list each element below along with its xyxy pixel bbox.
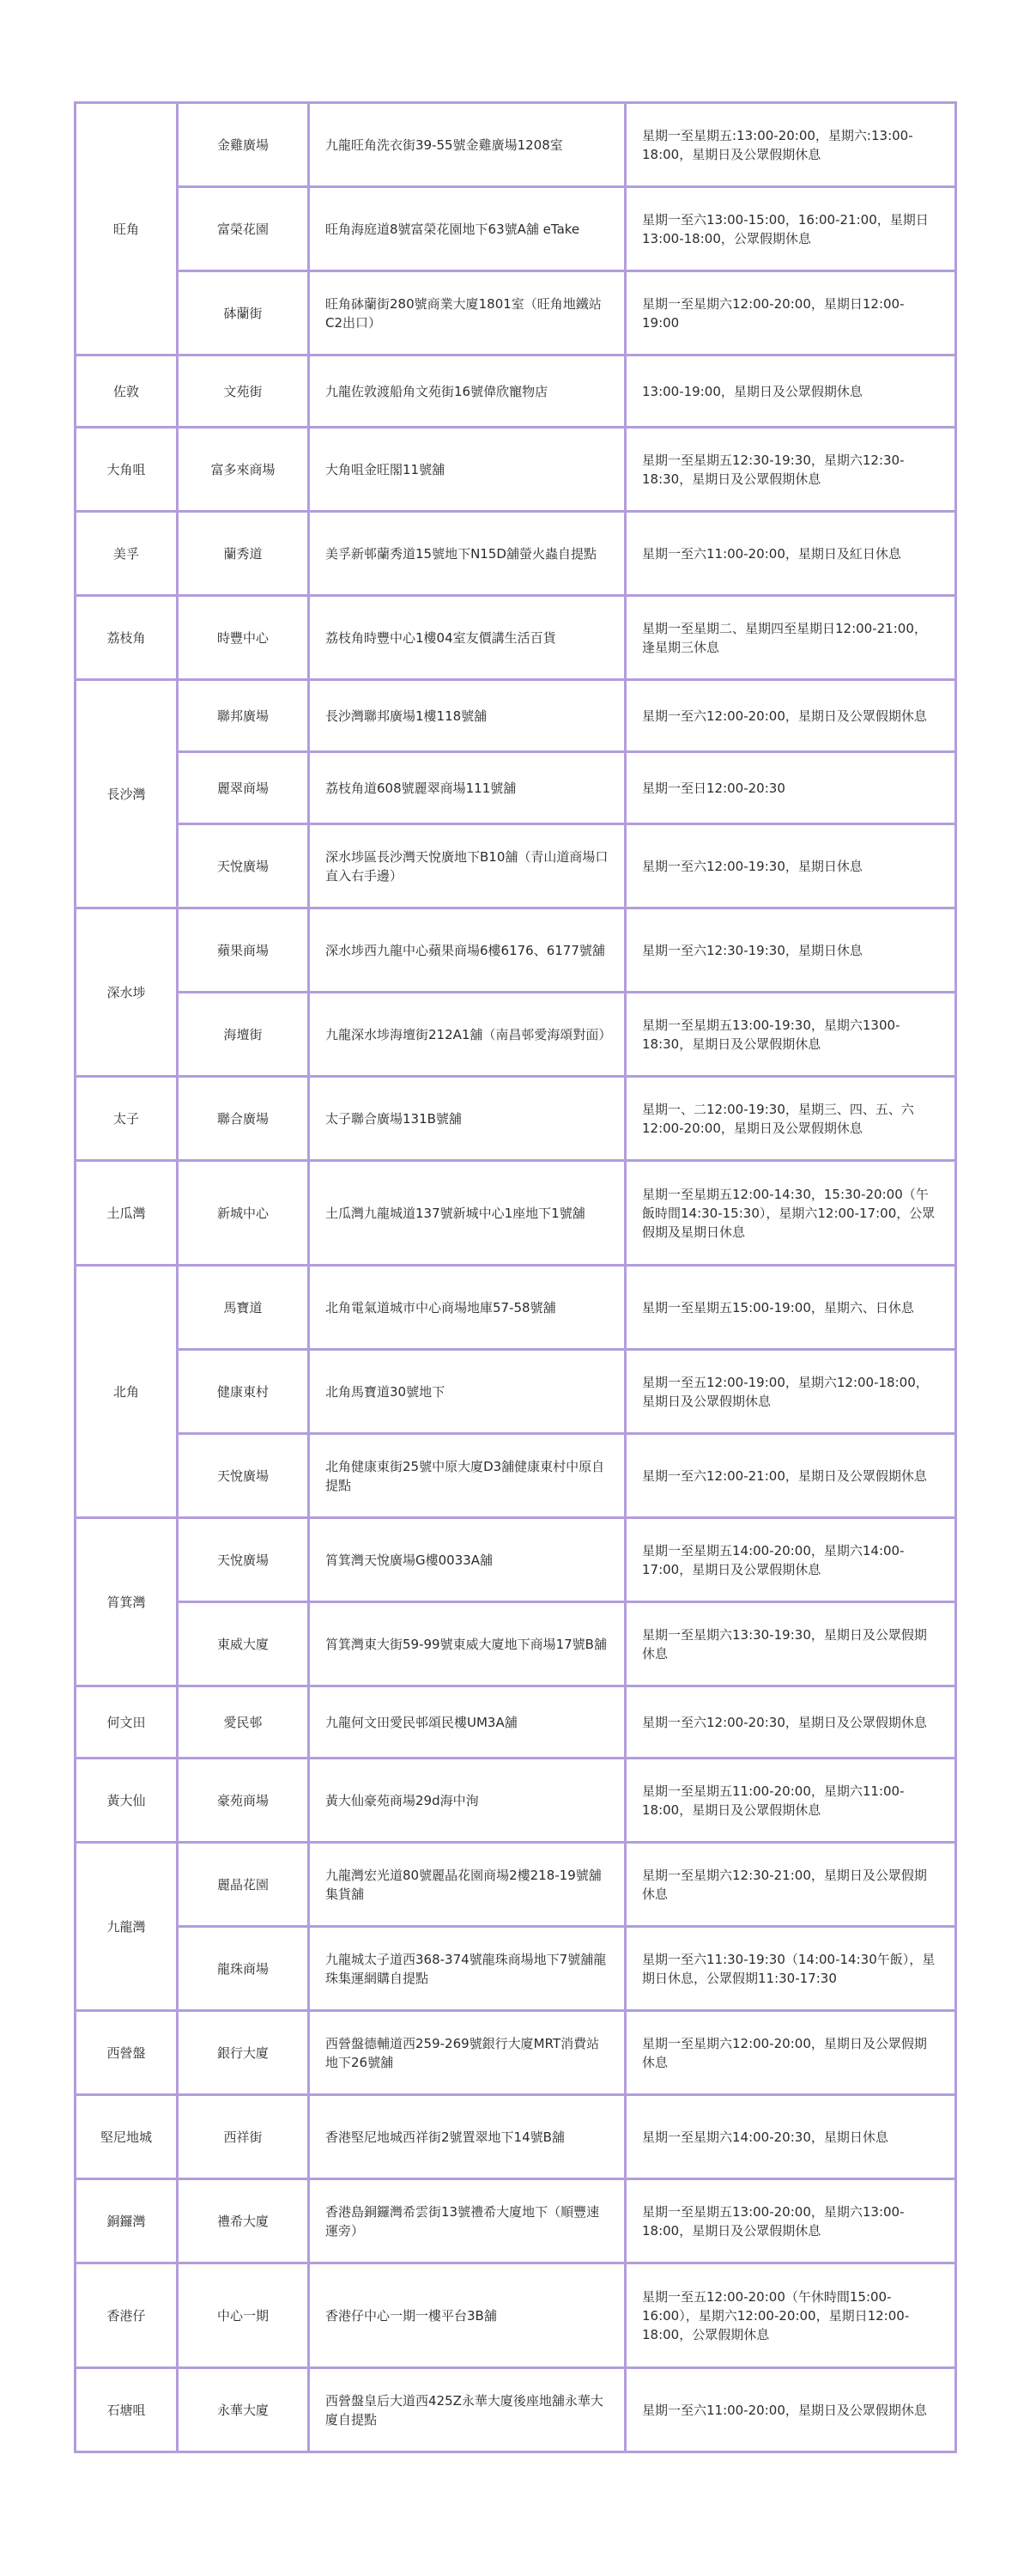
area-cell: 筲箕灣	[76, 1518, 178, 1686]
address-cell: 香港堅尼地城西祥街2號置翠地下14號B舖	[309, 2095, 626, 2179]
mall-cell: 天悅廣場	[178, 824, 309, 908]
table-row	[76, 1077, 956, 1161]
area-cell: 美孚	[76, 512, 178, 596]
address-cell: 筲箕灣天悅廣場G樓0033A舖	[309, 1518, 626, 1602]
address-cell: 大角咀金旺閣11號舖	[309, 428, 626, 512]
table-row	[76, 2095, 956, 2179]
hours-cell: 星期一至六13:00-15:00，16:00-21:00，星期日13:00-18:00，公眾假期休息	[626, 187, 956, 271]
table-row	[76, 596, 956, 680]
table-row	[76, 271, 956, 355]
area-cell: 土瓜灣	[76, 1161, 178, 1266]
address-cell: 西營盤皇后大道西425Z永華大廈後座地舖永華大廈自提點	[309, 2368, 626, 2452]
mall-cell: 蘭秀道	[178, 512, 309, 596]
area-cell: 黃大仙	[76, 1759, 178, 1843]
hours-cell: 星期一至星期六13:30-19:30，星期日及公眾假期休息	[626, 1602, 956, 1686]
mall-cell: 海壇街	[178, 993, 309, 1077]
area-cell: 銅鑼灣	[76, 2179, 178, 2263]
address-cell: 深水埗區長沙灣天悅廣地下B10舖（青山道商場口直入右手邊）	[309, 824, 626, 908]
address-cell: 北角電氣道城市中心商場地庫57-58號舖	[309, 1266, 626, 1350]
hours-cell: 星期一至星期六12:30-21:00，星期日及公眾假期休息	[626, 1843, 956, 1927]
mall-cell: 龍珠商場	[178, 1927, 309, 2011]
mall-cell: 愛民邨	[178, 1686, 309, 1759]
area-cell: 香港仔	[76, 2263, 178, 2368]
area-cell: 大角咀	[76, 428, 178, 512]
mall-cell: 健康東村	[178, 1350, 309, 1434]
address-cell: 香港島銅鑼灣希雲街13號禮希大廈地下（順豐速運旁）	[309, 2179, 626, 2263]
hours-cell: 星期一、二12:00-19:30，星期三、四、五、六12:00-20:00，星期日及公眾假期休息	[626, 1077, 956, 1161]
hours-cell: 星期一至星期五12:00-14:30，15:30-20:00（午飯時間14:30-15:30），星期六12:00-17:00，公眾假期及星期日休息	[626, 1161, 956, 1266]
address-cell: 九龍佐敦渡船角文苑街16號偉欣寵物店	[309, 355, 626, 428]
address-cell: 九龍灣宏光道80號麗晶花園商場2樓218-19號舖集貨舖	[309, 1843, 626, 1927]
area-cell: 佐敦	[76, 355, 178, 428]
address-cell: 黃大仙豪苑商場29d海中洵	[309, 1759, 626, 1843]
hours-cell: 13:00-19:00，星期日及公眾假期休息	[626, 355, 956, 428]
mall-cell: 銀行大廈	[178, 2011, 309, 2095]
hours-cell: 星期一至星期五13:00-20:00，星期六13:00-18:00，星期日及公眾假期休息	[626, 2179, 956, 2263]
table-row	[76, 1266, 956, 1350]
hours-cell: 星期一至星期六12:00-20:00，星期日12:00-19:00	[626, 271, 956, 355]
address-cell: 旺角砵蘭街280號商業大廈1801室（旺角地鐵站C2出口）	[309, 271, 626, 355]
address-cell: 北角健康東街25號中原大廈D3舖健康東村中原自提點	[309, 1434, 626, 1518]
mall-cell: 永華大廈	[178, 2368, 309, 2452]
table-row	[76, 1350, 956, 1434]
table-row	[76, 1602, 956, 1686]
mall-cell: 蘋果商場	[178, 908, 309, 993]
table-row	[76, 428, 956, 512]
address-cell: 北角馬寶道30號地下	[309, 1350, 626, 1434]
area-cell: 九龍灣	[76, 1843, 178, 2011]
hours-cell: 星期一至星期五11:00-20:00，星期六11:00-18:00，星期日及公眾假期休息	[626, 1759, 956, 1843]
hours-cell: 星期一至星期五14:00-20:00，星期六14:00-17:00，星期日及公眾假期休息	[626, 1518, 956, 1602]
hours-cell: 星期一至星期五15:00-19:00，星期六、日休息	[626, 1266, 956, 1350]
table-row	[76, 1927, 956, 2011]
address-cell: 九龍深水埗海壇街212A1舖（南昌邨愛海頌對面）	[309, 993, 626, 1077]
area-cell: 旺角	[76, 103, 178, 355]
hours-cell: 星期一至星期六12:00-20:00，星期日及公眾假期休息	[626, 2011, 956, 2095]
table-row	[76, 2368, 956, 2452]
hours-cell: 星期一至六12:30-19:30，星期日休息	[626, 908, 956, 993]
address-cell: 九龍何文田愛民邨頌民樓UM3A舖	[309, 1686, 626, 1759]
table-row	[76, 1843, 956, 1927]
mall-cell: 文苑街	[178, 355, 309, 428]
address-cell: 西營盤德輔道西259-269號銀行大廈MRT消費站地下26號舖	[309, 2011, 626, 2095]
mall-cell: 聯合廣場	[178, 1077, 309, 1161]
table-row	[76, 993, 956, 1077]
area-cell: 北角	[76, 1266, 178, 1518]
table-row	[76, 1161, 956, 1266]
area-cell: 太子	[76, 1077, 178, 1161]
mall-cell: 砵蘭街	[178, 271, 309, 355]
hours-cell: 星期一至五12:00-19:00，星期六12:00-18:00，星期日及公眾假期休息	[626, 1350, 956, 1434]
table-row	[76, 1759, 956, 1843]
mall-cell: 天悅廣場	[178, 1518, 309, 1602]
address-cell: 九龍旺角洗衣街39-55號金雞廣場1208室	[309, 103, 626, 187]
hours-cell: 星期一至五12:00-20:00（午休時間15:00-16:00），星期六12:00-20:00，星期日12:00-18:00，公眾假期休息	[626, 2263, 956, 2368]
address-cell: 九龍城太子道西368-374號龍珠商場地下7號舖龍珠集運網購自提點	[309, 1927, 626, 2011]
table-row	[76, 908, 956, 993]
mall-cell: 天悅廣場	[178, 1434, 309, 1518]
hours-cell: 星期一至星期五13:00-19:30，星期六1300-18:30，星期日及公眾假期休息	[626, 993, 956, 1077]
hours-cell: 星期一至星期五:13:00-20:00，星期六:13:00-18:00，星期日及公眾假期休息	[626, 103, 956, 187]
address-cell: 太子聯合廣場131B號舖	[309, 1077, 626, 1161]
mall-cell: 富多來商場	[178, 428, 309, 512]
table-row	[76, 1518, 956, 1602]
area-cell: 石塘咀	[76, 2368, 178, 2452]
hours-cell: 星期一至六11:00-20:00，星期日及公眾假期休息	[626, 2368, 956, 2452]
hours-cell: 星期一至星期二、星期四至星期日12:00-21:00，逢星期三休息	[626, 596, 956, 680]
mall-cell: 東威大廈	[178, 1602, 309, 1686]
address-cell: 長沙灣聯邦廣場1樓118號舖	[309, 680, 626, 752]
hours-cell: 星期一至六12:00-21:00，星期日及公眾假期休息	[626, 1434, 956, 1518]
mall-cell: 禮希大廈	[178, 2179, 309, 2263]
table-row	[76, 1434, 956, 1518]
table-row	[76, 2179, 956, 2263]
address-cell: 旺角海庭道8號富榮花園地下63號A舖 eTake	[309, 187, 626, 271]
address-cell: 深水埗西九龍中心蘋果商場6樓6176、6177號舖	[309, 908, 626, 993]
table-row	[76, 824, 956, 908]
area-cell: 荔枝角	[76, 596, 178, 680]
address-cell: 美孚新邨蘭秀道15號地下N15D舖螢火蟲自提點	[309, 512, 626, 596]
mall-cell: 麗翠商場	[178, 752, 309, 824]
address-cell: 筲箕灣東大街59-99號東威大廈地下商場17號B舖	[309, 1602, 626, 1686]
mall-cell: 富榮花園	[178, 187, 309, 271]
hours-cell: 星期一至星期六14:00-20:30，星期日休息	[626, 2095, 956, 2179]
table-row	[76, 355, 956, 428]
address-cell: 荔枝角時豐中心1樓04室友價講生活百貨	[309, 596, 626, 680]
area-cell: 何文田	[76, 1686, 178, 1759]
address-cell: 荔枝角道608號麗翠商場111號舖	[309, 752, 626, 824]
hours-cell: 星期一至日12:00-20:30	[626, 752, 956, 824]
hours-cell: 星期一至六11:00-20:00，星期日及紅日休息	[626, 512, 956, 596]
hours-cell: 星期一至六11:30-19:30（14:00-14:30午飯），星期日休息，公眾假期11:30-17:30	[626, 1927, 956, 2011]
mall-cell: 麗晶花園	[178, 1843, 309, 1927]
mall-cell: 豪苑商場	[178, 1759, 309, 1843]
mall-cell: 新城中心	[178, 1161, 309, 1266]
table-body	[76, 103, 956, 2452]
area-cell: 長沙灣	[76, 680, 178, 908]
pickup-points-table	[74, 101, 957, 2453]
area-cell: 深水埗	[76, 908, 178, 1077]
table-row	[76, 2011, 956, 2095]
pickup-points-table-wrap	[74, 101, 957, 2453]
table-row	[76, 752, 956, 824]
hours-cell: 星期一至六12:00-20:30，星期日及公眾假期休息	[626, 1686, 956, 1759]
table-row	[76, 187, 956, 271]
table-row	[76, 680, 956, 752]
mall-cell: 中心一期	[178, 2263, 309, 2368]
area-cell: 西營盤	[76, 2011, 178, 2095]
mall-cell: 金雞廣場	[178, 103, 309, 187]
mall-cell: 西祥街	[178, 2095, 309, 2179]
mall-cell: 馬寶道	[178, 1266, 309, 1350]
hours-cell: 星期一至六12:00-19:30，星期日休息	[626, 824, 956, 908]
mall-cell: 時豐中心	[178, 596, 309, 680]
table-row	[76, 1686, 956, 1759]
table-row	[76, 512, 956, 596]
mall-cell: 聯邦廣場	[178, 680, 309, 752]
address-cell: 土瓜灣九龍城道137號新城中心1座地下1號舖	[309, 1161, 626, 1266]
hours-cell: 星期一至星期五12:30-19:30，星期六12:30-18:30，星期日及公眾假期休息	[626, 428, 956, 512]
hours-cell: 星期一至六12:00-20:00，星期日及公眾假期休息	[626, 680, 956, 752]
table-row	[76, 2263, 956, 2368]
address-cell: 香港仔中心一期一樓平台3B舖	[309, 2263, 626, 2368]
area-cell: 堅尼地城	[76, 2095, 178, 2179]
table-row	[76, 103, 956, 187]
